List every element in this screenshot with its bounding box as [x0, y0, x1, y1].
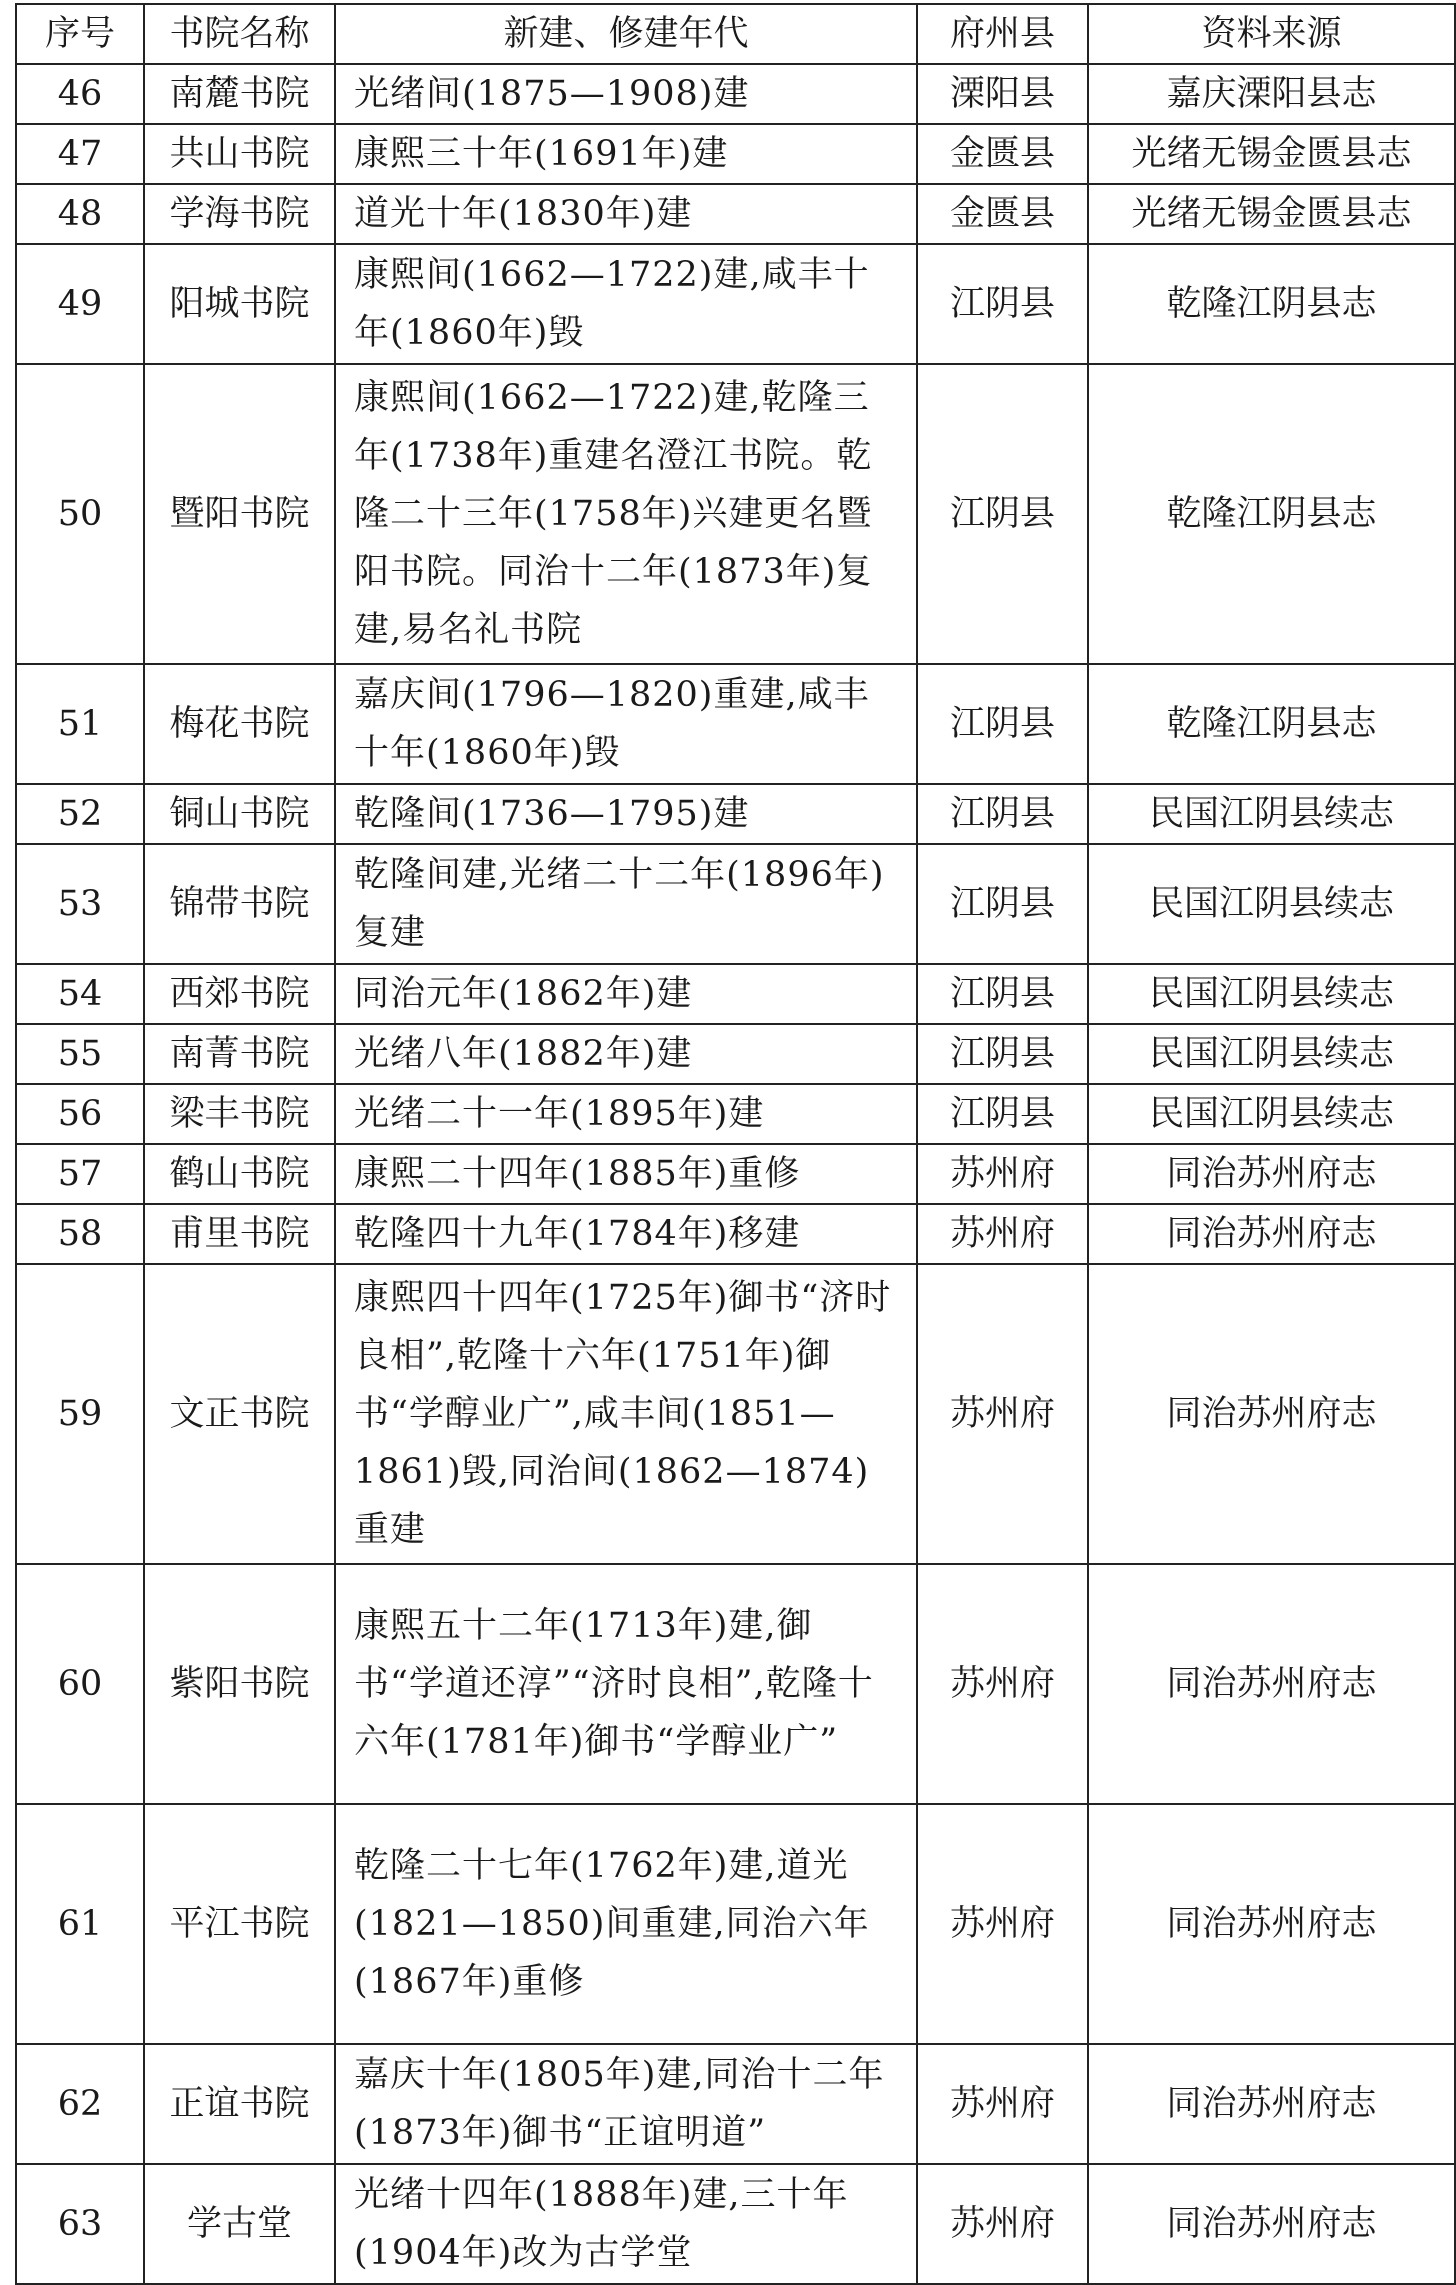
page	[15, 3, 1454, 2285]
cell-name: 暨阳书院	[144, 364, 335, 664]
cell-name: 梁丰书院	[144, 1084, 335, 1144]
header-no: 序号	[16, 4, 144, 64]
cell-year: 嘉庆间(1796—1820)重建,咸丰十年(1860年)毁	[335, 664, 917, 784]
header-county: 府州县	[917, 4, 1088, 64]
cell-year: 乾隆二十七年(1762年)建,道光(1821—1850)间重建,同治六年(1867年)重修	[335, 1804, 917, 2044]
cell-no: 49	[16, 244, 144, 364]
cell-year: 乾隆间(1736—1795)建	[335, 784, 917, 844]
cell-name: 文正书院	[144, 1264, 335, 1564]
table-row	[16, 964, 1455, 1024]
cell-year: 嘉庆十年(1805年)建,同治十二年(1873年)御书“正谊明道”	[335, 2044, 917, 2164]
cell-source: 乾隆江阴县志	[1088, 664, 1455, 784]
header-year: 新建、修建年代	[335, 4, 917, 64]
table-row	[16, 2044, 1455, 2164]
cell-no: 46	[16, 64, 144, 124]
table-row	[16, 1144, 1455, 1204]
cell-source: 嘉庆溧阳县志	[1088, 64, 1455, 124]
cell-county: 溧阳县	[917, 64, 1088, 124]
cell-county: 江阴县	[917, 244, 1088, 364]
academy-table	[15, 3, 1456, 2285]
table-header-row	[16, 4, 1455, 64]
cell-year: 乾隆四十九年(1784年)移建	[335, 1204, 917, 1264]
cell-source: 民国江阴县续志	[1088, 784, 1455, 844]
cell-county: 江阴县	[917, 844, 1088, 964]
cell-source: 乾隆江阴县志	[1088, 364, 1455, 664]
cell-source: 民国江阴县续志	[1088, 1084, 1455, 1144]
cell-no: 57	[16, 1144, 144, 1204]
cell-county: 苏州府	[917, 1264, 1088, 1564]
table-row	[16, 1084, 1455, 1144]
cell-county: 苏州府	[917, 1804, 1088, 2044]
cell-source: 同治苏州府志	[1088, 1204, 1455, 1264]
cell-county: 江阴县	[917, 364, 1088, 664]
cell-source: 光绪无锡金匮县志	[1088, 124, 1455, 184]
cell-name: 西郊书院	[144, 964, 335, 1024]
cell-county: 苏州府	[917, 2044, 1088, 2164]
cell-name: 阳城书院	[144, 244, 335, 364]
cell-county: 苏州府	[917, 1204, 1088, 1264]
cell-name: 共山书院	[144, 124, 335, 184]
cell-name: 学古堂	[144, 2164, 335, 2284]
cell-no: 47	[16, 124, 144, 184]
cell-no: 60	[16, 1564, 144, 1804]
cell-no: 63	[16, 2164, 144, 2284]
table-row	[16, 2164, 1455, 2284]
cell-no: 53	[16, 844, 144, 964]
table-row	[16, 1024, 1455, 1084]
table-row	[16, 1264, 1455, 1564]
cell-no: 56	[16, 1084, 144, 1144]
cell-county: 江阴县	[917, 664, 1088, 784]
cell-source: 同治苏州府志	[1088, 1564, 1455, 1804]
table-row	[16, 1564, 1455, 1804]
table-row	[16, 124, 1455, 184]
cell-name: 梅花书院	[144, 664, 335, 784]
cell-name: 正谊书院	[144, 2044, 335, 2164]
cell-no: 48	[16, 184, 144, 244]
cell-name: 鹤山书院	[144, 1144, 335, 1204]
cell-county: 苏州府	[917, 2164, 1088, 2284]
table-row	[16, 664, 1455, 784]
cell-source: 民国江阴县续志	[1088, 844, 1455, 964]
cell-no: 52	[16, 784, 144, 844]
cell-name: 平江书院	[144, 1804, 335, 2044]
cell-name: 学海书院	[144, 184, 335, 244]
cell-county: 苏州府	[917, 1564, 1088, 1804]
cell-source: 同治苏州府志	[1088, 1264, 1455, 1564]
cell-year: 道光十年(1830年)建	[335, 184, 917, 244]
cell-no: 61	[16, 1804, 144, 2044]
cell-source: 民国江阴县续志	[1088, 964, 1455, 1024]
cell-source: 同治苏州府志	[1088, 2044, 1455, 2164]
cell-year: 康熙间(1662—1722)建,咸丰十年(1860年)毁	[335, 244, 917, 364]
cell-county: 江阴县	[917, 964, 1088, 1024]
table-row	[16, 184, 1455, 244]
cell-name: 铜山书院	[144, 784, 335, 844]
cell-no: 58	[16, 1204, 144, 1264]
cell-no: 54	[16, 964, 144, 1024]
cell-source: 同治苏州府志	[1088, 2164, 1455, 2284]
cell-year: 康熙五十二年(1713年)建,御书“学道还淳”“济时良相”,乾隆十六年(1781年)御书“学醇业广”	[335, 1564, 917, 1804]
cell-year: 光绪间(1875—1908)建	[335, 64, 917, 124]
cell-name: 锦带书院	[144, 844, 335, 964]
cell-name: 紫阳书院	[144, 1564, 335, 1804]
cell-no: 51	[16, 664, 144, 784]
table-row	[16, 784, 1455, 844]
cell-source: 乾隆江阴县志	[1088, 244, 1455, 364]
cell-no: 62	[16, 2044, 144, 2164]
cell-source: 光绪无锡金匮县志	[1088, 184, 1455, 244]
cell-name: 南麓书院	[144, 64, 335, 124]
table-row	[16, 844, 1455, 964]
cell-no: 50	[16, 364, 144, 664]
cell-county: 苏州府	[917, 1144, 1088, 1204]
cell-name: 甫里书院	[144, 1204, 335, 1264]
cell-county: 金匮县	[917, 184, 1088, 244]
cell-source: 同治苏州府志	[1088, 1804, 1455, 2044]
table-row	[16, 64, 1455, 124]
cell-source: 民国江阴县续志	[1088, 1024, 1455, 1084]
cell-source: 同治苏州府志	[1088, 1144, 1455, 1204]
cell-name: 南菁书院	[144, 1024, 335, 1084]
table-row	[16, 1804, 1455, 2044]
cell-year: 光绪八年(1882年)建	[335, 1024, 917, 1084]
table-row	[16, 1204, 1455, 1264]
cell-county: 金匮县	[917, 124, 1088, 184]
cell-year: 康熙二十四年(1885年)重修	[335, 1144, 917, 1204]
cell-no: 55	[16, 1024, 144, 1084]
cell-year: 乾隆间建,光绪二十二年(1896年)复建	[335, 844, 917, 964]
header-name: 书院名称	[144, 4, 335, 64]
cell-year: 康熙三十年(1691年)建	[335, 124, 917, 184]
cell-year: 同治元年(1862年)建	[335, 964, 917, 1024]
header-source: 资料来源	[1088, 4, 1455, 64]
cell-county: 江阴县	[917, 784, 1088, 844]
cell-year: 康熙间(1662—1722)建,乾隆三年(1738年)重建名澄江书院。乾隆二十三年(1758年)兴建更名暨阳书院。同治十二年(1873年)复建,易名礼书院	[335, 364, 917, 664]
cell-county: 江阴县	[917, 1024, 1088, 1084]
cell-year: 康熙四十四年(1725年)御书“济时良相”,乾隆十六年(1751年)御书“学醇业广”,咸丰间(1851—1861)毁,同治间(1862—1874)重建	[335, 1264, 917, 1564]
cell-year: 光绪十四年(1888年)建,三十年(1904年)改为古学堂	[335, 2164, 917, 2284]
cell-no: 59	[16, 1264, 144, 1564]
cell-year: 光绪二十一年(1895年)建	[335, 1084, 917, 1144]
table-row	[16, 244, 1455, 364]
table-row	[16, 364, 1455, 664]
cell-county: 江阴县	[917, 1084, 1088, 1144]
